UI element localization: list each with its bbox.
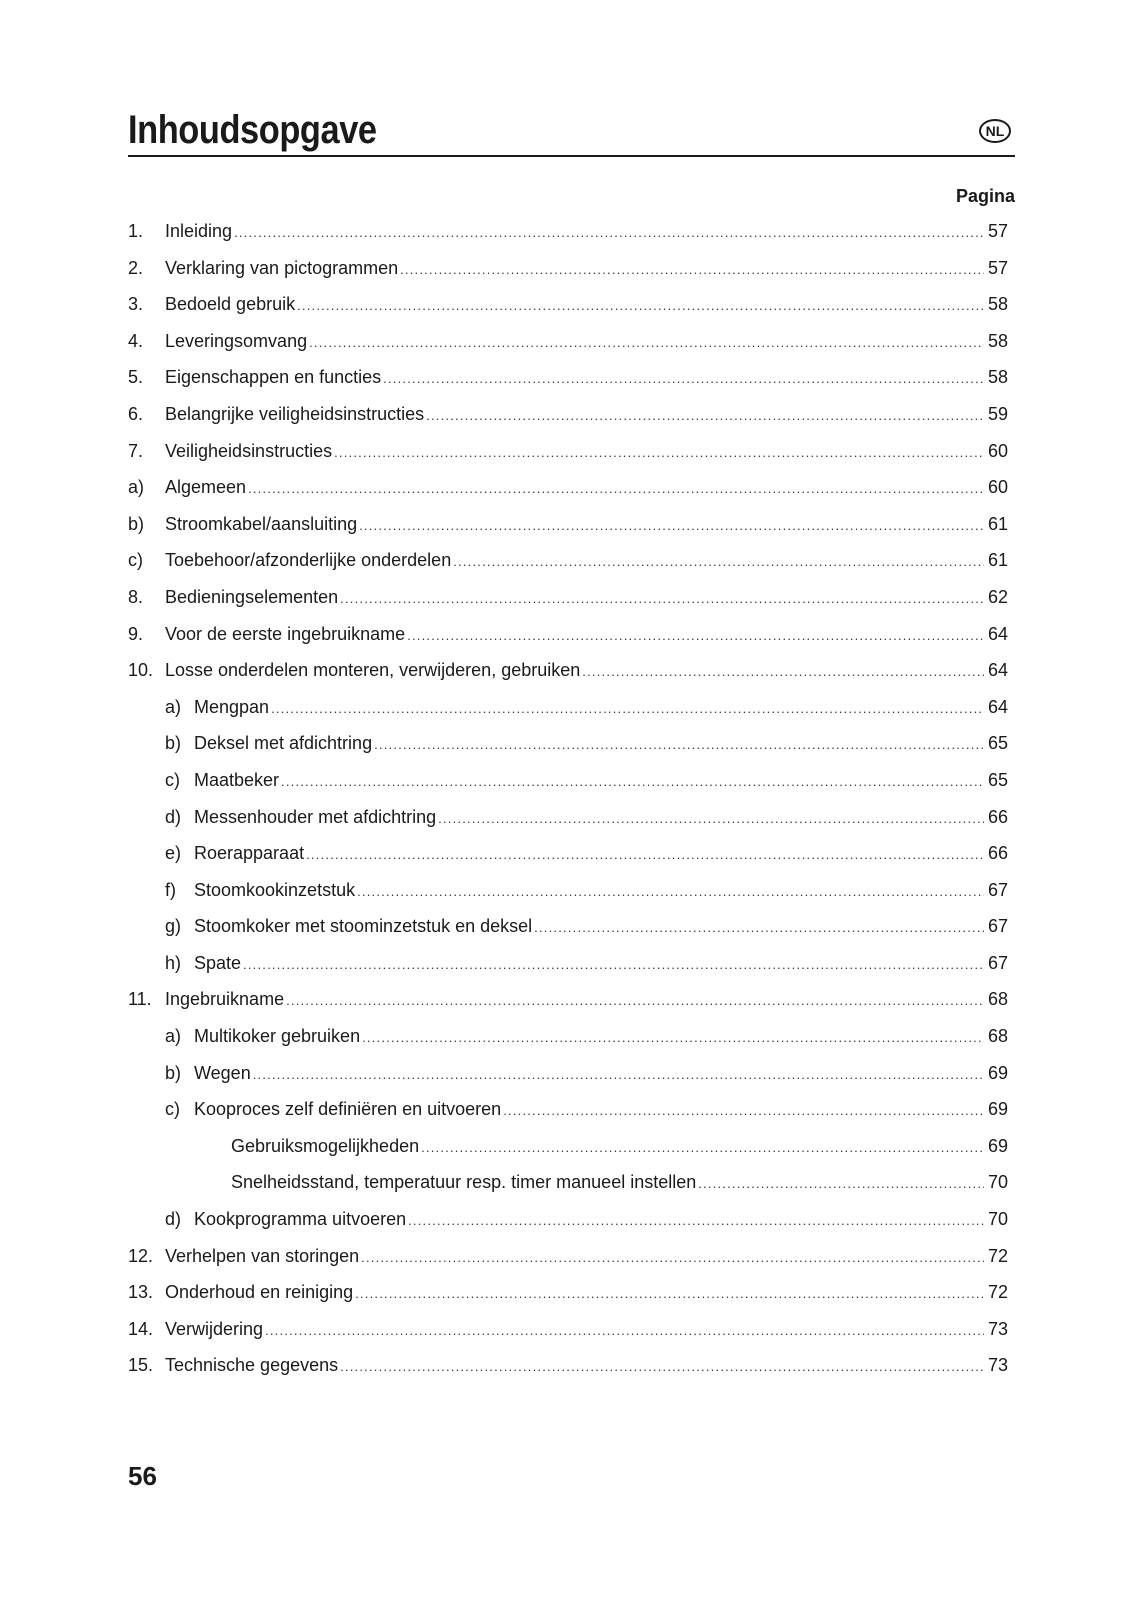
toc-entry-title: Verwijdering xyxy=(165,1318,264,1339)
toc-entry-title: Gebruiksmogelijkheden xyxy=(231,1135,420,1156)
toc-entry-title: Kooproces zelf definiëren en uitvoeren xyxy=(194,1099,502,1120)
toc-entry-page: 57 xyxy=(987,221,1008,241)
toc-entry-number: f) xyxy=(165,879,176,900)
toc-row[interactable] xyxy=(128,908,1008,945)
toc-entry-number: 1. xyxy=(128,221,144,241)
toc-entry-page: 72 xyxy=(987,1282,1008,1303)
toc-entry-page: 66 xyxy=(987,806,1008,827)
toc-entry-title: Mengpan xyxy=(194,696,270,717)
toc-entry-page: 57 xyxy=(987,257,1008,278)
toc-row[interactable] xyxy=(128,250,1008,287)
toc-entry-page: 58 xyxy=(987,367,1008,388)
toc-entry-title: Technische gegevens xyxy=(165,1355,339,1376)
dot-leader xyxy=(453,550,984,574)
toc-entry-number: b) xyxy=(165,733,182,754)
dot-leader xyxy=(297,294,984,318)
toc-entry-page: 59 xyxy=(987,403,1008,424)
dot-leader xyxy=(281,770,984,794)
toc-entry-number: e) xyxy=(165,843,182,864)
dot-leader xyxy=(243,953,984,977)
toc-entry-title: Kookprogramma uitvoeren xyxy=(194,1209,407,1230)
dot-leader xyxy=(334,441,984,465)
title-rule xyxy=(128,155,1015,157)
toc-entry-number: a) xyxy=(128,477,145,498)
toc-entry-number: 3. xyxy=(128,294,144,315)
toc-entry-title: Ingebruikname xyxy=(165,989,285,1010)
toc-entry-number: 15. xyxy=(128,1355,154,1376)
dot-leader xyxy=(361,1246,984,1270)
toc-row[interactable] xyxy=(128,981,1008,1018)
toc-entry-title: Snelheidsstand, temperatuur resp. timer manueel instellen xyxy=(231,1172,697,1193)
toc-entry-page: 58 xyxy=(987,294,1008,315)
toc-entry-title: Bedoeld gebruik xyxy=(165,294,296,315)
toc-row[interactable] xyxy=(128,689,1008,726)
toc-entry-title: Losse onderdelen monteren, verwijderen, gebruiken xyxy=(165,660,581,681)
toc-entry-title: Spate xyxy=(194,952,242,973)
toc-entry-title: Stoomkookinzetstuk xyxy=(194,879,356,900)
toc-entry-number: 13. xyxy=(128,1282,154,1303)
toc-row[interactable] xyxy=(128,469,1008,506)
toc-entry-page: 66 xyxy=(987,843,1008,864)
toc-entry-page: 69 xyxy=(987,1135,1008,1156)
toc-entry-number: d) xyxy=(165,806,182,827)
toc-entry-page: 73 xyxy=(987,1318,1008,1339)
toc-entry-number: 4. xyxy=(128,330,144,351)
toc-entry-title: Verhelpen van storingen xyxy=(165,1245,360,1266)
toc-entry-number: 2. xyxy=(128,257,144,278)
toc-entry-page: 69 xyxy=(987,1062,1008,1083)
toc-entry-title: Toebehoor/afzonderlijke onderdelen xyxy=(165,550,452,571)
dot-leader xyxy=(357,880,984,904)
toc-entry-page: 68 xyxy=(987,989,1008,1010)
toc-entry-title: Deksel met afdichtring xyxy=(194,733,373,754)
dot-leader xyxy=(421,1136,984,1160)
toc-entry-number: g) xyxy=(165,916,182,937)
toc-entry-title: Leveringsomvang xyxy=(165,330,308,351)
dot-leader xyxy=(340,1355,984,1379)
dot-leader xyxy=(271,697,984,721)
toc-row[interactable] xyxy=(128,433,1008,470)
toc-row[interactable] xyxy=(128,1091,1008,1128)
toc-row[interactable] xyxy=(128,799,1008,836)
dot-leader xyxy=(359,514,984,538)
toc-row[interactable] xyxy=(128,359,1008,396)
dot-leader xyxy=(426,404,984,428)
toc-entry-number: 14. xyxy=(128,1318,154,1339)
toc-entry-page: 60 xyxy=(987,440,1008,461)
toc-entry-page: 65 xyxy=(987,769,1008,790)
dot-leader xyxy=(407,624,984,648)
page-number: 56 xyxy=(128,1461,157,1491)
dot-leader xyxy=(306,843,984,867)
toc-entry-title: Stroomkabel/aansluiting xyxy=(165,513,358,534)
toc-row[interactable] xyxy=(128,506,1008,543)
toc-entry-page: 67 xyxy=(987,879,1008,900)
dot-leader xyxy=(362,1026,984,1050)
toc-row[interactable] xyxy=(128,1311,1008,1348)
toc-row[interactable] xyxy=(128,1238,1008,1275)
toc-entry-title: Wegen xyxy=(194,1062,251,1083)
toc-entry-number: 7. xyxy=(128,440,144,461)
toc-entry-title: Bedieningselementen xyxy=(165,586,339,607)
toc-entry-page: 60 xyxy=(987,477,1008,498)
toc-entry-page: 64 xyxy=(987,623,1008,644)
toc-entry-page: 68 xyxy=(987,1026,1008,1047)
dot-leader xyxy=(383,367,984,391)
toc-entry-number: b) xyxy=(165,1062,182,1083)
dot-leader xyxy=(438,807,984,831)
toc-row[interactable] xyxy=(128,542,1008,579)
toc-entry-page: 64 xyxy=(987,696,1008,717)
toc-row[interactable] xyxy=(128,1018,1008,1055)
toc-entry-title: Inleiding xyxy=(165,221,233,241)
toc-row[interactable] xyxy=(128,872,1008,909)
toc-entry-number: c) xyxy=(165,769,180,790)
toc-row[interactable] xyxy=(128,725,1008,762)
dot-leader xyxy=(408,1209,984,1233)
toc-entry-page: 70 xyxy=(987,1209,1008,1230)
toc-row[interactable] xyxy=(128,579,1008,616)
dot-leader xyxy=(698,1172,984,1196)
toc-entry-title: Onderhoud en reiniging xyxy=(165,1282,354,1303)
toc-row[interactable] xyxy=(128,1274,1008,1311)
table-of-contents xyxy=(128,213,1008,1384)
toc-entry-number: c) xyxy=(165,1099,180,1120)
dot-leader xyxy=(340,587,984,611)
dot-leader xyxy=(248,477,984,501)
toc-entry-page: 70 xyxy=(987,1172,1008,1193)
toc-entry-page: 69 xyxy=(987,1099,1008,1120)
toc-entry-title: Voor de eerste ingebruikname xyxy=(165,623,406,644)
toc-entry-number: 9. xyxy=(128,623,144,644)
toc-entry-title: Veiligheidsinstructies xyxy=(165,440,333,461)
toc-entry-number: d) xyxy=(165,1209,182,1230)
toc-entry-title: Belangrijke veiligheidsinstructies xyxy=(165,403,425,424)
toc-entry-page: 65 xyxy=(987,733,1008,754)
toc-entry-number: 12. xyxy=(128,1245,154,1266)
toc-entry-page: 64 xyxy=(987,660,1008,681)
toc-row[interactable] xyxy=(128,396,1008,433)
page-title: Inhoudsopgave xyxy=(128,108,377,152)
toc-entry-page: 62 xyxy=(987,586,1008,607)
dot-leader xyxy=(503,1099,984,1123)
toc-entry-page: 58 xyxy=(987,330,1008,351)
dot-leader xyxy=(286,989,984,1013)
toc-entry-title: Stoomkoker met stoominzetstuk en deksel xyxy=(194,916,533,937)
toc-entry-page: 73 xyxy=(987,1355,1008,1376)
toc-row[interactable] xyxy=(128,762,1008,799)
toc-entry-number: 6. xyxy=(128,403,144,424)
toc-entry-number: 5. xyxy=(128,367,144,388)
toc-entry-number: a) xyxy=(165,1026,182,1047)
toc-entry-title: Eigenschappen en functies xyxy=(165,367,382,388)
dot-leader xyxy=(534,916,984,940)
toc-row[interactable] xyxy=(128,1055,1008,1092)
dot-leader xyxy=(253,1063,984,1087)
toc-entry-page: 67 xyxy=(987,952,1008,973)
toc-row[interactable] xyxy=(128,616,1008,653)
language-badge: NL xyxy=(979,119,1011,143)
toc-entry-page: 67 xyxy=(987,916,1008,937)
dot-leader xyxy=(374,733,984,757)
toc-entry-title: Messenhouder met afdichtring xyxy=(194,806,437,827)
toc-row[interactable] xyxy=(128,1164,1008,1201)
toc-entry-title: Roerapparaat xyxy=(194,843,305,864)
toc-row[interactable] xyxy=(128,323,1008,360)
toc-row[interactable] xyxy=(128,652,1008,689)
toc-entry-number: 10. xyxy=(128,660,154,681)
toc-entry-number: c) xyxy=(128,550,143,571)
toc-row[interactable] xyxy=(128,835,1008,872)
dot-leader xyxy=(582,660,984,684)
toc-row[interactable] xyxy=(128,213,1008,250)
toc-entry-title: Verklaring van pictogrammen xyxy=(165,257,399,278)
toc-entry-number: 11. xyxy=(128,989,152,1010)
toc-row[interactable] xyxy=(128,1201,1008,1238)
toc-row[interactable] xyxy=(128,1128,1008,1165)
toc-row[interactable] xyxy=(128,286,1008,323)
dot-leader xyxy=(309,331,984,355)
toc-entry-page: 61 xyxy=(987,513,1008,534)
toc-entry-number: b) xyxy=(128,513,145,534)
toc-entry-title: Maatbeker xyxy=(194,769,280,790)
toc-entry-page: 72 xyxy=(987,1245,1008,1266)
toc-entry-title: Algemeen xyxy=(165,477,247,498)
dot-leader xyxy=(355,1282,984,1306)
toc-entry-title: Multikoker gebruiken xyxy=(194,1026,361,1047)
dot-leader xyxy=(400,258,984,282)
toc-entry-page: 61 xyxy=(987,550,1008,571)
toc-entry-number: 8. xyxy=(128,586,144,607)
dot-leader xyxy=(265,1319,984,1343)
toc-row[interactable] xyxy=(128,945,1008,982)
toc-row[interactable] xyxy=(128,1347,1008,1384)
toc-entry-number: h) xyxy=(165,952,182,973)
page-column-header: Pagina xyxy=(955,186,1015,206)
dot-leader xyxy=(234,221,984,245)
toc-entry-number: a) xyxy=(165,696,182,717)
